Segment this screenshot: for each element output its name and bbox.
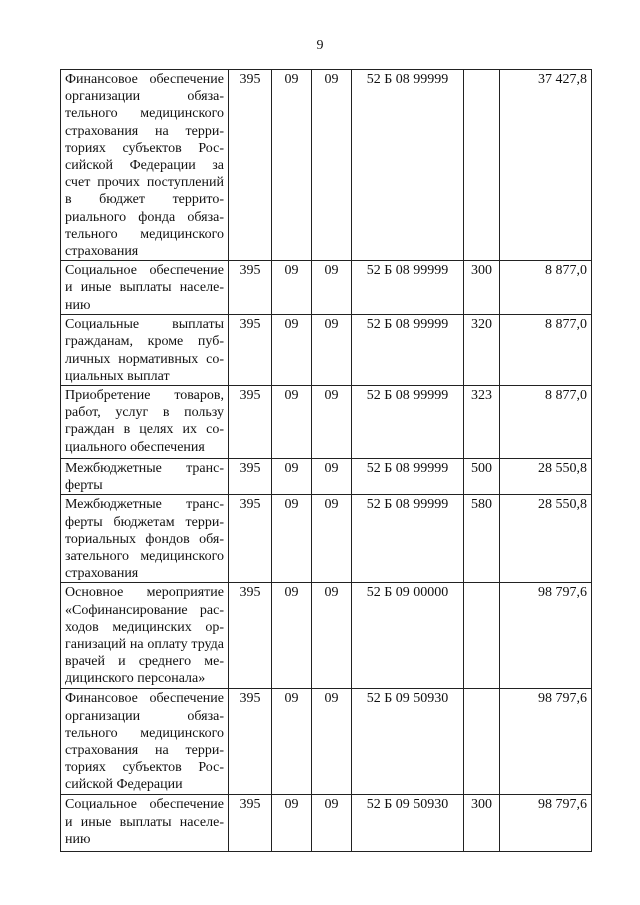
ministry-code-cell: 395 — [229, 459, 272, 495]
ministry-code-cell: 395 — [229, 689, 272, 795]
subsection-code-cell: 09 — [312, 689, 352, 795]
target-article-cell: 52 Б 08 99999 — [352, 261, 464, 315]
expense-type-cell: 300 — [464, 261, 500, 315]
subsection-code-cell: 09 — [312, 495, 352, 583]
ministry-code-cell: 395 — [229, 386, 272, 459]
row-name-cell: Межбюджетные трансферты бюджетам территориальных фондов обязательного медицинского страхования — [61, 495, 229, 583]
section-code-cell: 09 — [272, 386, 312, 459]
target-article-cell: 52 Б 08 99999 — [352, 315, 464, 386]
amount-cell: 8 877,0 — [500, 261, 592, 315]
ministry-code-cell: 395 — [229, 583, 272, 689]
ministry-code-cell: 395 — [229, 315, 272, 386]
subsection-code-cell: 09 — [312, 583, 352, 689]
subsection-code-cell: 09 — [312, 70, 352, 261]
expense-type-cell: 580 — [464, 495, 500, 583]
amount-cell: 8 877,0 — [500, 386, 592, 459]
section-code-cell: 09 — [272, 495, 312, 583]
row-name-cell: Социальное обеспечение и иные выплаты населению — [61, 261, 229, 315]
table-row — [61, 689, 592, 795]
section-code-cell: 09 — [272, 583, 312, 689]
table-row — [61, 583, 592, 689]
row-name-cell: Приобретение товаров, работ, услуг в пользу граждан в целях их социального обеспечения — [61, 386, 229, 459]
target-article-cell: 52 Б 09 00000 — [352, 583, 464, 689]
target-article-cell: 52 Б 08 99999 — [352, 70, 464, 261]
expense-type-cell: 323 — [464, 386, 500, 459]
ministry-code-cell: 395 — [229, 495, 272, 583]
expense-type-cell — [464, 70, 500, 261]
amount-cell: 28 550,8 — [500, 459, 592, 495]
target-article-cell: 52 Б 08 99999 — [352, 386, 464, 459]
section-code-cell: 09 — [272, 689, 312, 795]
expense-type-cell — [464, 583, 500, 689]
expense-type-cell: 300 — [464, 795, 500, 852]
row-name-cell: Социальное обеспечение и иные выплаты населению — [61, 795, 229, 852]
amount-cell: 8 877,0 — [500, 315, 592, 386]
section-code-cell: 09 — [272, 315, 312, 386]
page-number: 9 — [316, 38, 324, 53]
target-article-cell: 52 Б 09 50930 — [352, 689, 464, 795]
subsection-code-cell: 09 — [312, 459, 352, 495]
section-code-cell: 09 — [272, 459, 312, 495]
ministry-code-cell: 395 — [229, 795, 272, 852]
table-row — [61, 459, 592, 495]
expense-type-cell: 500 — [464, 459, 500, 495]
budget-table — [60, 69, 592, 852]
subsection-code-cell: 09 — [312, 386, 352, 459]
section-code-cell: 09 — [272, 261, 312, 315]
table-row — [61, 315, 592, 386]
subsection-code-cell: 09 — [312, 315, 352, 386]
ministry-code-cell: 395 — [229, 70, 272, 261]
amount-cell: 98 797,6 — [500, 689, 592, 795]
row-name-cell: Межбюджетные трансферты — [61, 459, 229, 495]
row-name-cell: Финансовое обеспечение организации обязательного медицинского страхования на территориях субъектов Российской Федерации за счет прочих поступлений в бюджет территориального фонда обязательного медицинского страхования — [61, 70, 229, 261]
table-row — [61, 386, 592, 459]
ministry-code-cell: 395 — [229, 261, 272, 315]
target-article-cell: 52 Б 09 50930 — [352, 795, 464, 852]
section-code-cell: 09 — [272, 795, 312, 852]
expense-type-cell: 320 — [464, 315, 500, 386]
table-row — [61, 495, 592, 583]
table-row — [61, 70, 592, 261]
subsection-code-cell: 09 — [312, 261, 352, 315]
amount-cell: 98 797,6 — [500, 583, 592, 689]
target-article-cell: 52 Б 08 99999 — [352, 459, 464, 495]
expense-type-cell — [464, 689, 500, 795]
amount-cell: 28 550,8 — [500, 495, 592, 583]
section-code-cell: 09 — [272, 70, 312, 261]
row-name-cell: Социальные выплаты гражданам, кроме публичных нормативных социальных выплат — [61, 315, 229, 386]
row-name-cell: Финансовое обеспечение организации обязательного медицинского страхования на территориях субъектов Российской Федерации — [61, 689, 229, 795]
table-row — [61, 261, 592, 315]
table-row — [61, 795, 592, 852]
subsection-code-cell: 09 — [312, 795, 352, 852]
target-article-cell: 52 Б 08 99999 — [352, 495, 464, 583]
row-name-cell: Основное мероприятие «Софинансирование расходов медицинских организаций на оплату труда врачей и среднего медицинского персонала» — [61, 583, 229, 689]
amount-cell: 37 427,8 — [500, 70, 592, 261]
amount-cell: 98 797,6 — [500, 795, 592, 852]
